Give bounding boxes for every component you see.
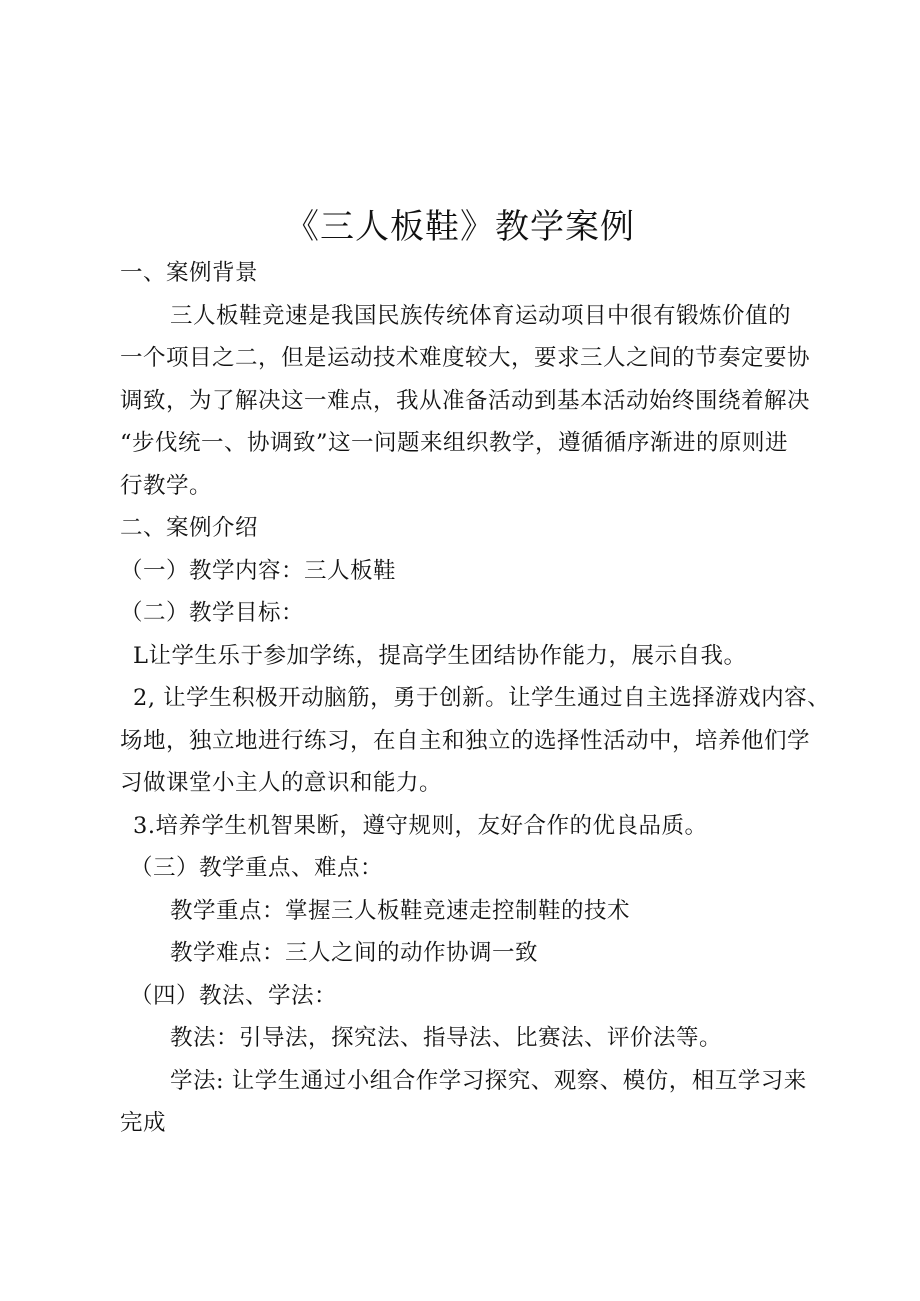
paragraph-line: “步伐统一、协调致”这一问题来组织教学，遵循循序渐进的原则进 (120, 430, 789, 456)
section-heading-introduction: 二、案例介绍 (120, 515, 259, 541)
difficulty-line: 教学难点：三人之间的动作协调一致 (170, 940, 539, 966)
key-point-line: 教学重点：掌握三人板鞋竞速走控制鞋的技术 (170, 898, 631, 924)
paragraph-line: 一个项目之二，但是运动技术难度较大，要求三人之间的节奏定要协 (120, 345, 811, 371)
subheading-key-points: （三）教学重点、难点： (130, 855, 384, 881)
teaching-method-line: 教法：引导法，探究法、指导法、比赛法、评价法等。 (170, 1025, 723, 1051)
learning-method-line: 学法: 让学生通过小组合作学习探究、观察、模仿，相互学习来 (170, 1068, 807, 1094)
goal-item-2: 2, 让学生积极开动脑筋，勇于创新。让学生通过自主选择游戏内容、 (133, 685, 831, 711)
paragraph-line: 完成 (120, 1110, 167, 1136)
subheading-methods: （四）教法、学法： (130, 983, 338, 1009)
paragraph-line: 调致，为了解决这一难点，我从准备活动到基本活动始终围绕着解决 (120, 388, 811, 414)
subheading-teaching-goals: （二）教学目标： (120, 600, 305, 626)
paragraph-line: 场地，独立地进行练习，在自主和独立的选择性活动中，培养他们学 (120, 728, 811, 754)
subheading-teaching-content: （一）教学内容：三人板鞋 (120, 558, 397, 584)
paragraph-line: 三人板鞋竞速是我国民族传统体育运动项目中很有锻炼价值的 (170, 303, 792, 329)
paragraph-line: 习做课堂小主人的意识和能力。 (120, 770, 443, 796)
section-heading-background: 一、案例背景 (120, 260, 259, 286)
paragraph-line: 行教学。 (120, 473, 213, 499)
goal-item-1: L让学生乐于参加学练，提高学生团结协作能力，展示自我。 (133, 643, 747, 669)
document-title: 《三人板鞋》教学案例 (285, 207, 635, 247)
goal-item-3: 3.培养学生机智果断，遵守规则，友好合作的优良品质。 (133, 813, 708, 839)
